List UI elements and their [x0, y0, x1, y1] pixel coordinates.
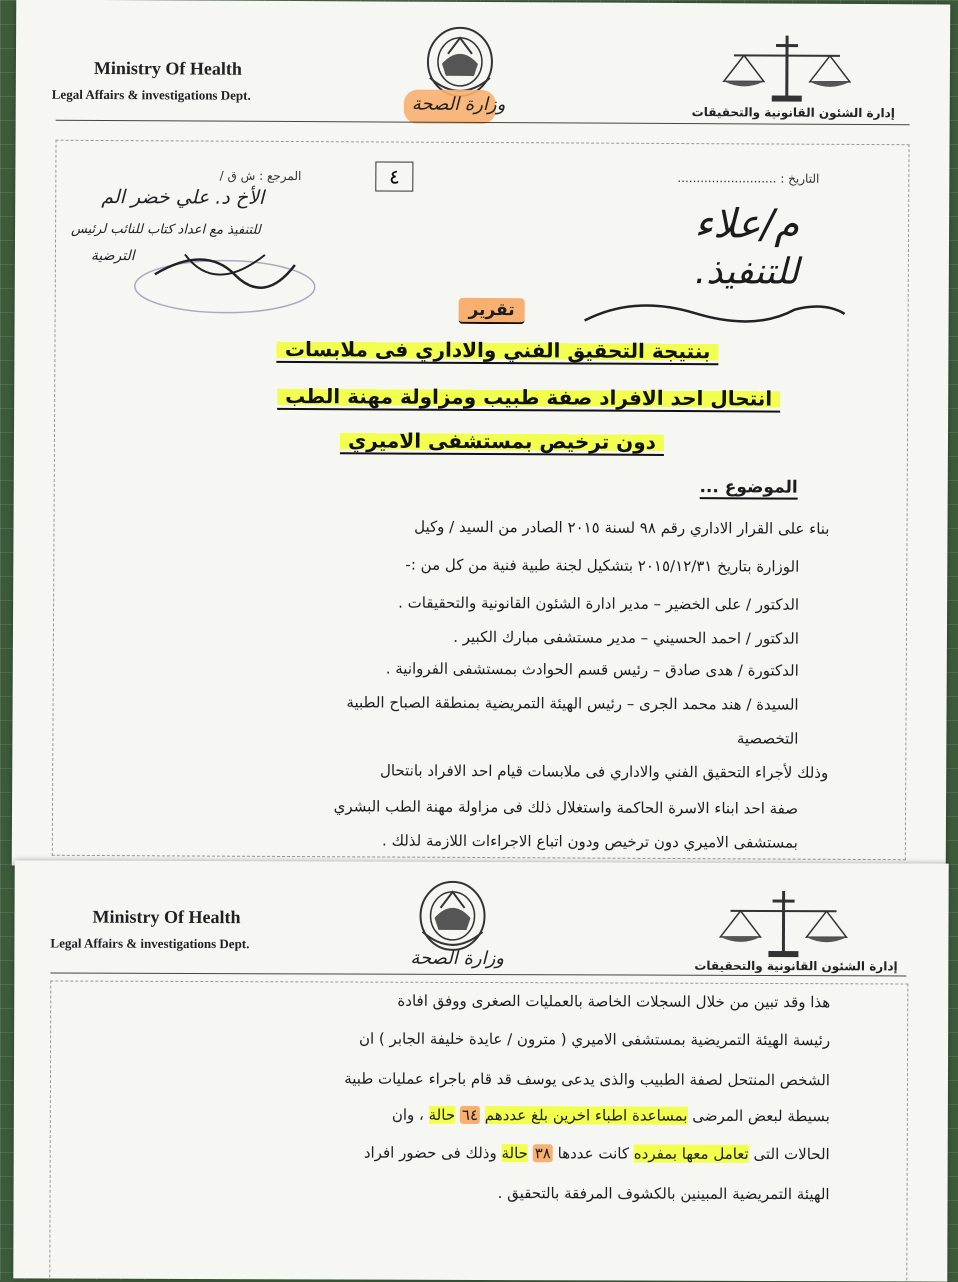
org-name-en: Ministry Of Health: [52, 58, 251, 80]
highlight-assisted-cases: بمساعدة اطباء اخرين بلغ عددهم: [485, 1106, 688, 1125]
dept-name-ar: إدارة الشئون القانونية والتحقيقات: [692, 105, 895, 120]
highlight-solo-cases: تعامل معها بمفرده: [634, 1145, 749, 1163]
report-label: تقرير: [458, 298, 524, 324]
body-line-2: رئيسة الهيئة التمريضية بمستشفى الاميري ( مترون / عايدة خليفة الجابر ) ان: [359, 1032, 830, 1049]
letterhead-english: [50, 906, 249, 952]
report-title-line2: انتحال احد الافراد صفة طبيب ومزاولة مهنة الطب: [277, 384, 780, 413]
line4-start: بسيطة لبعض المرضى: [692, 1107, 830, 1125]
line5-middle: كانت عددها: [558, 1144, 629, 1162]
line4-end: ، وان: [392, 1106, 424, 1124]
signature-stamp-icon: [125, 234, 325, 325]
ministry-crest-icon: [392, 878, 522, 982]
body-line-8: وذلك لأجراء التحقيق الفني والاداري فى ملابسات قيام احد الافراد بانتحال: [380, 763, 828, 780]
date-field: التاريخ : ..........................: [677, 171, 819, 186]
scales-of-justice-icon: [718, 889, 848, 963]
body-line-7: التخصصية: [737, 731, 799, 746]
body-line-4: [392, 1108, 830, 1125]
body-line-1: بناء على القرار الاداري رقم ٩٨ لسنة ٢٠١٥ الصادر من السيد / وكيل: [414, 520, 829, 537]
crest-label: وزارة الصحة: [412, 94, 506, 115]
handwritten-note-line1: الأخ د. علي خضر الم: [101, 186, 264, 209]
body-line-2: الوزارة بتاريخ ٢٠١٥/١٢/٣١ بتشكيل لجنة طبية فنية من كل من :-: [405, 558, 799, 575]
reference-field: المرجع : ش ق /: [220, 169, 302, 183]
report-title-line3: دون ترخيص بمستشفى الاميري: [340, 428, 664, 456]
body-line-3: الدكتور / على الخضير – مدير ادارة الشئون القانونية والتحقيقات .: [398, 596, 799, 613]
body-line-5: [364, 1146, 830, 1163]
crest-label: وزارة الصحة: [410, 948, 504, 969]
body-line-10: بمستشفى الاميري دون ترخيص ودون اتباع الاجراءات اللازمة لذلك .: [382, 833, 798, 850]
box-number: ٤: [375, 161, 413, 191]
subject-label: الموضوع ...: [699, 477, 797, 500]
handwritten-note-line3: الترضية: [91, 248, 135, 264]
page-frame: [49, 980, 908, 1281]
scales-of-justice-icon: [722, 33, 852, 108]
org-name-en: Ministry Of Health: [50, 906, 249, 928]
body-line-4: الدكتور / احمد الحسيني – مدير مستشفى مبارك الكبير .: [453, 630, 799, 647]
body-line-5: الدكتورة / هدى صادق – رئيس قسم الحوادث بمستشفى الفروانية .: [386, 662, 799, 679]
handwritten-instruction: للتنفيذ.: [695, 251, 799, 293]
signature-right-icon: [575, 290, 855, 331]
body-line-9: صفة احد ابناء الاسرة الحاكمة واستغلال ذلك فى مزاولة مهنة الطب البشري: [334, 799, 798, 816]
ministry-crest-icon: [404, 24, 535, 129]
assisted-cases-unit: حالة: [429, 1106, 456, 1124]
document-page-1: [12, 0, 951, 870]
dept-name-en: Legal Affairs & investigations Dept.: [52, 87, 251, 104]
body-line-6: السيدة / هند محمد الجرى – رئيس الهيئة التمريضية بمنطقة الصباح الطبية: [346, 695, 798, 712]
dept-name-ar: إدارة الشئون القانونية والتحقيقات: [694, 959, 897, 974]
body-line-1: هذا وقد تبين من خلال السجلات الخاصة بالعمليات الصغرى ووفق افادة: [397, 994, 830, 1011]
document-page-2: [13, 860, 948, 1281]
letterhead-english: [52, 58, 251, 104]
solo-cases-count: ٣٨: [533, 1144, 553, 1162]
body-line-3: الشخص المنتحل لصفة الطبيب والذى يدعى يوسف قد قام باجراء عمليات طبية: [344, 1072, 830, 1089]
body-line-6: الهيئة التمريضية المبينين بالكشوف المرفقة بالتحقيق .: [498, 1186, 830, 1202]
dept-name-en: Legal Affairs & investigations Dept.: [50, 935, 249, 952]
solo-cases-unit: حالة: [501, 1144, 528, 1162]
assisted-cases-count: ٦٤: [460, 1106, 480, 1124]
handwritten-assignee: م/علاء: [694, 201, 799, 248]
line5-end: وذلك فى حضور افراد: [364, 1144, 497, 1162]
report-title-line1: بنتيجة التحقيق الفني والاداري فى ملابسات: [277, 337, 719, 365]
line5-start: الحالات التى: [753, 1145, 829, 1163]
handwritten-note-line2: للتنفيذ مع اعداد كتاب للنائب لرئيس: [71, 222, 261, 238]
